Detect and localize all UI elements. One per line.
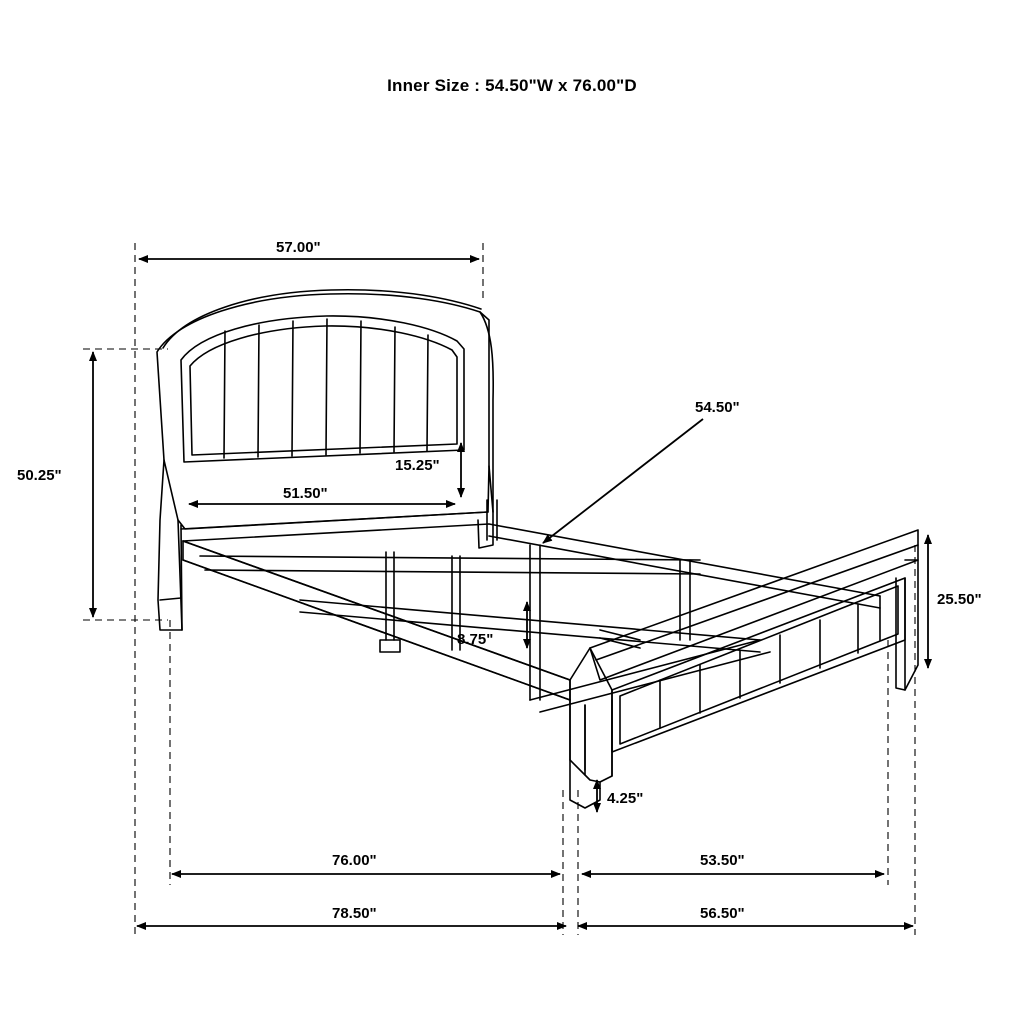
- dimension-label-deck-height: 8.75": [457, 631, 494, 648]
- extension-lines: [83, 243, 915, 935]
- dimension-label-slat-width: 54.50": [695, 399, 740, 416]
- dimension-label-headboard-width: 57.00": [276, 239, 321, 256]
- dimension-label-headboard-panel-width: 51.50": [283, 485, 328, 502]
- dimension-label-footboard-height: 25.50": [937, 591, 982, 608]
- dimension-label-overall-footboard: 56.50": [700, 905, 745, 922]
- dimension-label-headboard-panel-height: 15.25": [395, 457, 440, 474]
- dimension-label-footboard-clearance: 4.25": [607, 790, 644, 807]
- dimension-label-headboard-height: 50.25": [17, 467, 62, 484]
- dimension-label-footboard-width: 53.50": [700, 852, 745, 869]
- dimension-label-inner-depth: 76.00": [332, 852, 377, 869]
- bed-outline: [157, 290, 493, 630]
- page-title: Inner Size : 54.50"W x 76.00"D: [387, 76, 637, 95]
- dimension-arrows: [93, 259, 928, 926]
- dimension-label-overall-depth: 78.50": [332, 905, 377, 922]
